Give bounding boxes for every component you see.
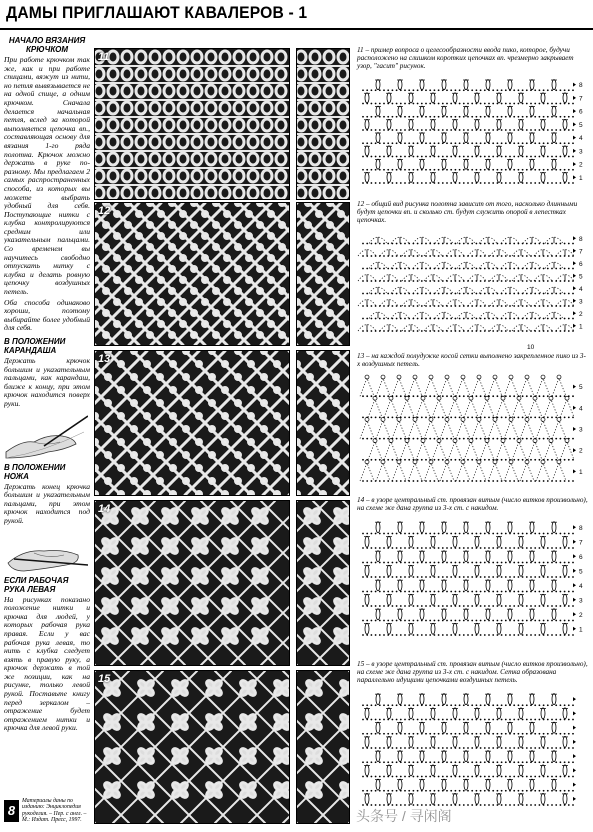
row-number: 6 bbox=[579, 108, 583, 116]
row-number: 1 bbox=[579, 468, 583, 476]
page-title: ДАМЫ ПРИГЛАШАЮТ КАВАЛЕРОВ - 1 bbox=[6, 3, 308, 22]
row-number: 5 bbox=[579, 273, 583, 281]
section-title-left-hand: ЕСЛИ РАБОЧАЯ РУКА ЛЕВАЯ bbox=[4, 575, 69, 594]
swatch-pattern-14 bbox=[95, 501, 289, 665]
diagram-caption: 11 – пример вопроса о целесообразности ввода пико, которое, будучи расположено на слишком коротких цепочках вп. чрезмерно закрывает узор, "гасит" рисунок. bbox=[357, 46, 574, 70]
swatch-strip-15 bbox=[296, 670, 350, 824]
row-number: 3 bbox=[579, 148, 583, 156]
hand-pencil-illustration bbox=[4, 412, 88, 460]
swatch-strip-pattern-13 bbox=[297, 351, 349, 495]
diagram-caption: 15 – в узоре центральный ст. провязан витым (число витков произвольно), на схеме же дана группа из 3-х ст. с накидом. Сетка образована параллельно идущими цепочками воздушных петель. bbox=[357, 660, 588, 684]
section-text-start: При работе крючком так же, как и при работе спицами, вяжут из нити, но петля вывязывается не на одной спице, а одним крючком. Сначала делается начальная петля, вслед за которой выполняется цепочка вп., составляющая основу для вязания 1-го ряда полотна. Крючок можно держать в руке по-разному. Мы предлагаем 2 самых распространенных способа, из которых вы можете выбрать удобный для себя. Поступающие нитки с клубка контролируются средним или указательным пальцами. Со временем вы научитесь свободно отпускать нитку с клубка и делать ровную цепочку воздушных петель. bbox=[4, 55, 90, 297]
diagram-block-15 bbox=[357, 660, 589, 812]
row-number: 6 bbox=[579, 553, 583, 561]
row-number: 8 bbox=[579, 524, 583, 532]
row-number: 3 bbox=[579, 597, 583, 605]
row-number: 1 bbox=[579, 323, 583, 331]
swatch-number: 13 bbox=[98, 353, 111, 365]
swatch-strip-pattern-12 bbox=[297, 203, 349, 345]
section-text-left-hand: На рисунках показано положение нитки и крючка для людей, у которых рабочая рука правая. Если у вас рабочая рука левая, то нить с клубка следует взять в правую руку, а крючок держать в той же позиции, как на рисунке, только левой рукой. Поставьте книгу перед зеркалом – отражение будет отражением нитки и крючка для левой руки. bbox=[4, 594, 90, 733]
swatch-strip-14 bbox=[296, 500, 350, 666]
swatch-number: 14 bbox=[98, 503, 111, 515]
row-number: 6 bbox=[579, 260, 583, 268]
swatch-pattern-15 bbox=[95, 671, 289, 823]
row-number: 4 bbox=[579, 405, 583, 413]
page-header bbox=[0, 0, 593, 30]
crochet-chart-15 bbox=[357, 686, 589, 812]
row-number: 1 bbox=[579, 174, 583, 182]
row-number: 5 bbox=[579, 121, 583, 129]
row-number: 4 bbox=[579, 285, 583, 293]
section-text-start-2: Оба способа одинаково хороши, поэтому выбирайте более удобный для себя. bbox=[4, 297, 90, 333]
page-number: 8 bbox=[4, 800, 19, 822]
crochet-chart-12 bbox=[357, 226, 589, 338]
row-number: 5 bbox=[579, 384, 583, 392]
diagram-block-12 bbox=[357, 200, 589, 351]
crochet-chart-11 bbox=[357, 72, 589, 190]
section-text-knife: Держать конец крючка большим и указательным пальцами, при этом крючок находится под рукой. bbox=[4, 481, 90, 525]
swatch-pattern-12 bbox=[95, 203, 289, 345]
row-number: 3 bbox=[579, 298, 583, 306]
swatch-number: 15 bbox=[98, 673, 111, 685]
swatch-photo-14 bbox=[94, 500, 290, 666]
swatch-strip-pattern-11 bbox=[297, 49, 349, 199]
row-number: 2 bbox=[579, 447, 583, 455]
swatch-photo-11 bbox=[94, 48, 290, 200]
crochet-chart-14 bbox=[357, 514, 589, 642]
diagram-caption: 13 – на каждой полудужке косой сетки выполнено закрепленное пико из 3-х воздушных петель. bbox=[357, 352, 586, 368]
swatch-number: 12 bbox=[98, 205, 111, 217]
swatch-strip-11 bbox=[296, 48, 350, 200]
swatch-photo-12 bbox=[94, 202, 290, 346]
diagram-block-11 bbox=[357, 46, 589, 190]
row-number: 8 bbox=[579, 82, 583, 90]
section-title-pencil: В ПОЛОЖЕНИИ КАРАНДАША bbox=[4, 337, 66, 355]
watermark: 头条号 / 寻闲阁 bbox=[356, 808, 452, 824]
swatch-pattern-11 bbox=[95, 49, 289, 199]
row-number: 2 bbox=[579, 310, 583, 318]
row-number: 7 bbox=[579, 539, 583, 547]
row-number: 2 bbox=[579, 611, 583, 619]
swatch-pattern-13 bbox=[95, 351, 289, 495]
row-number: 4 bbox=[579, 582, 583, 590]
swatch-strip-pattern-15 bbox=[297, 671, 349, 823]
diagram-block-13 bbox=[357, 352, 589, 488]
row-number: 7 bbox=[579, 95, 583, 103]
swatch-photo-15 bbox=[94, 670, 290, 824]
row-number: 2 bbox=[579, 161, 583, 169]
crochet-chart-13 bbox=[357, 370, 589, 488]
section-title-knife: В ПОЛОЖЕНИИ НОЖА bbox=[4, 462, 66, 481]
section-title-start: НАЧАЛО ВЯЗАНИЯ КРЮЧКОМ bbox=[8, 36, 86, 54]
diagram-block-14 bbox=[357, 496, 589, 642]
swatch-number: 11 bbox=[98, 51, 110, 63]
row-number: 3 bbox=[579, 426, 583, 434]
section-text-pencil: Держать крючок большим и указательным пальцами, как карандаш, ближе к концу, при этом крючок находится поверх руки. bbox=[4, 356, 90, 408]
row-number: 5 bbox=[579, 568, 583, 576]
hand-knife-illustration bbox=[4, 529, 88, 573]
row-number: 7 bbox=[579, 248, 583, 256]
footnote: Материалы даны по изданию: Энциклопедия рукоделия. – Пер. с англ. – М.: Издат. Пресс, 1997. bbox=[22, 798, 87, 824]
swatch-strip-13 bbox=[296, 350, 350, 496]
row-number: 4 bbox=[579, 135, 583, 143]
left-column bbox=[4, 36, 90, 826]
row-number: 8 bbox=[579, 235, 583, 243]
swatch-photo-13 bbox=[94, 350, 290, 496]
row-number: 1 bbox=[579, 626, 583, 634]
swatch-strip-12 bbox=[296, 202, 350, 346]
row-number-10: 10 bbox=[527, 344, 535, 351]
diagram-caption: 12 – общий вид рисунка полотна зависит от того, насколько длинными будут цепочки вп. и сколько ст. будут служить опорой в лепестках цепочках. bbox=[357, 200, 578, 224]
diagram-caption: 14 – в узоре центральный ст. провязан витым (число витков произвольно), на схеме же дана группа из 3-х ст. с накидом. bbox=[357, 496, 588, 512]
swatch-strip-pattern-14 bbox=[297, 501, 349, 665]
